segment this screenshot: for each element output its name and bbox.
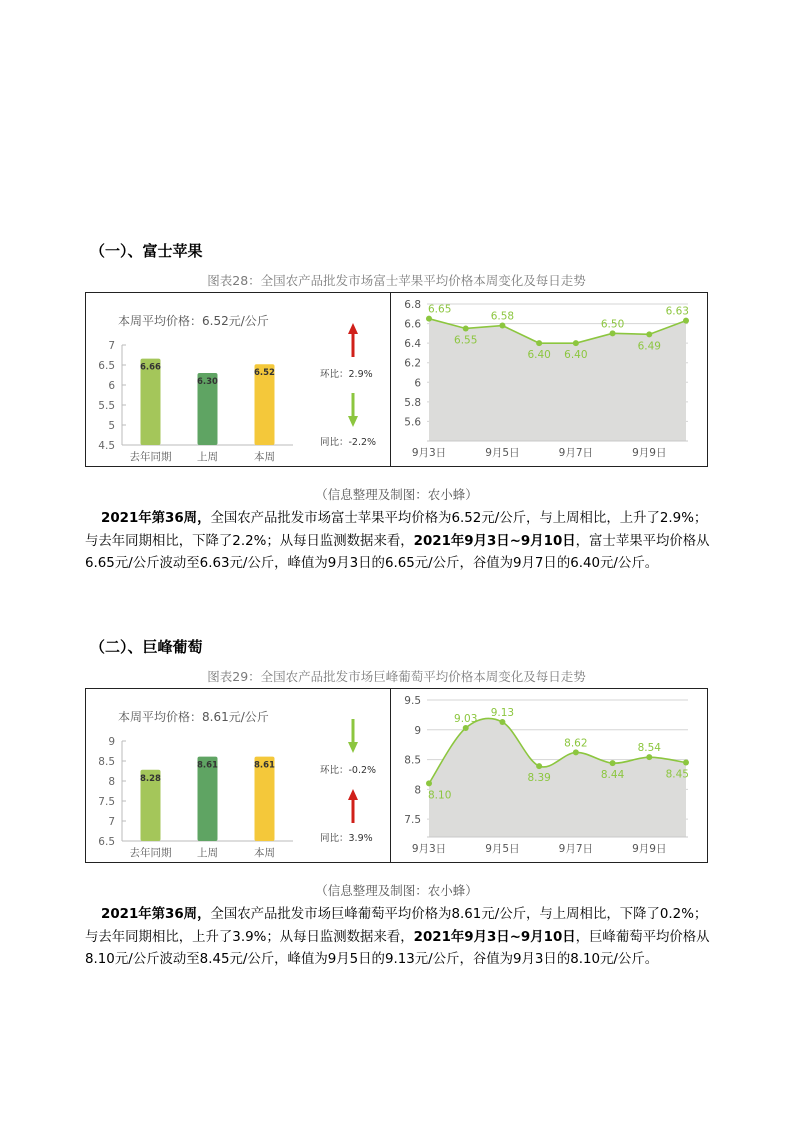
y-tick-label: 9 [108,736,115,748]
y-tick-label: 7 [108,340,115,352]
x-tick-label: 9月7日 [558,843,594,855]
data-label: 6.40 [527,349,551,362]
area-fill [429,718,686,837]
y-tick-label: 7.5 [404,814,421,827]
weekly-bar-chart [86,689,390,862]
data-point [536,340,542,346]
y-tick-label: 9 [414,724,421,737]
y-tick-label: 7 [108,816,115,828]
week-label: 2021年第36周， [101,511,211,526]
change-indicator-label: 同比：3.9% [320,833,373,844]
x-tick-label: 去年同期 [129,847,172,859]
bar-value-label: 8.28 [140,773,161,784]
y-tick-label: 5.5 [98,400,115,412]
y-tick-label: 6.5 [98,836,115,848]
y-tick-label: 6.6 [404,318,421,331]
y-tick-label: 6.2 [404,357,421,370]
arrow-up-icon [352,333,355,357]
data-point [499,719,505,725]
data-point [463,325,469,331]
y-tick-label: 5.8 [404,396,421,409]
arrow-up-icon [348,323,358,334]
data-label: 9.13 [490,707,515,720]
daily-trend-chart [391,293,708,466]
x-tick-label: 上周 [197,847,218,859]
chart-title: 本周平均价格：8.61元/公斤 [118,710,269,724]
data-point [499,323,505,329]
section-heading: （一）、富士苹果 [90,242,203,260]
data-point [610,330,616,336]
data-label: 8.44 [600,769,625,782]
x-tick-label: 9月7日 [558,447,594,459]
data-label: 8.39 [527,772,551,785]
data-point [646,331,652,337]
paragraph-text: 全国农产品批发市场巨峰葡萄平均价格为8.61元/公斤，与上周相比，下降了0.2%；与去年同期相比，上升了3.9%；从每日监测数据来看， [85,907,708,945]
section-heading: （二）、巨峰葡萄 [90,638,203,656]
data-point [463,725,469,731]
y-tick-label: 8 [414,784,421,797]
y-tick-label: 8 [108,776,115,788]
arrow-up-icon [352,799,355,823]
data-label: 9.03 [454,712,478,725]
arrow-down-icon [348,742,358,753]
paragraph-text: ，巨峰葡萄平均价格从8.10元/公斤波动至8.45元/公斤，峰值为9月5日的9.13元/公斤，谷值为9月3日的8.10元/公斤。 [85,929,710,967]
data-point [610,760,616,766]
change-indicator-label: 环比：-0.2% [320,765,377,776]
x-tick-label: 去年同期 [129,451,172,463]
data-label: 6.58 [490,310,515,323]
chart-panel-grape [85,688,708,863]
y-tick-label: 7.5 [98,796,115,808]
data-point [646,754,652,760]
y-tick-label: 6.8 [404,299,421,311]
data-label: 6.55 [454,334,478,347]
x-tick-label: 9月9日 [632,843,667,855]
data-point [426,316,432,322]
bar-value-label: 6.66 [140,362,161,373]
y-tick-label: 5 [108,420,115,432]
x-tick-label: 9月5日 [485,843,520,855]
y-tick-label: 8.5 [404,754,421,767]
x-tick-label: 9月3日 [411,843,447,855]
arrow-down-icon [348,416,358,427]
bar-value-label: 6.52 [254,368,275,379]
data-point [573,340,579,346]
data-point [683,318,689,324]
paragraph-text: 全国农产品批发市场富士苹果平均价格为6.52元/公斤，与上周相比，上升了2.9%；与去年同期相比，下降了2.2%；从每日监测数据来看， [85,511,708,549]
x-tick-label: 9月9日 [632,447,667,459]
x-tick-label: 上周 [197,451,218,463]
daily-trend-chart [391,689,708,862]
arrow-down-icon [352,719,355,743]
date-range: 2021年9月3日~9月10日 [413,929,576,945]
paragraph-text: ，富士苹果平均价格从6.65元/公斤波动至6.63元/公斤，峰值为9月3日的6.65元/公斤，谷值为9月7日的6.40元/公斤。 [85,533,710,571]
arrow-up-icon [348,789,358,800]
figure-source: （信息整理及制图：农小蜂） [315,487,478,502]
analysis-paragraph [85,508,710,576]
x-tick-label: 本周 [254,847,275,859]
y-tick-label: 4.5 [98,440,115,452]
chart-title: 本周平均价格：6.52元/公斤 [118,314,269,328]
x-tick-label: 9月3日 [411,447,447,459]
data-point [426,780,432,786]
figure-caption: 图表28：全国农产品批发市场富士苹果平均价格本周变化及每日走势 [207,273,586,288]
data-point [683,760,689,766]
bar-value-label: 8.61 [254,760,275,771]
weekly-bar-chart [86,293,390,466]
x-tick-label: 9月5日 [485,447,520,459]
data-label: 6.40 [564,349,588,362]
bar-value-label: 6.30 [197,377,218,387]
y-tick-label: 5.6 [404,416,421,429]
y-tick-label: 6.5 [98,360,115,372]
change-indicator-label: 同比：-2.2% [320,437,377,448]
analysis-paragraph [85,904,710,972]
figure-caption: 图表29：全国农产品批发市场巨峰葡萄平均价格本周变化及每日走势 [207,669,586,684]
chart-panel-apple [85,292,708,467]
data-label: 8.10 [428,789,452,802]
y-tick-label: 6 [108,380,115,392]
data-label: 8.54 [637,742,661,755]
data-point [573,749,579,755]
y-tick-label: 6.4 [404,338,421,351]
date-range: 2021年9月3日~9月10日 [413,533,576,549]
y-tick-label: 9.5 [404,695,421,707]
data-label: 6.50 [600,318,625,331]
arrow-down-icon [352,393,355,417]
x-tick-label: 本周 [254,451,275,463]
data-label: 6.65 [428,303,452,316]
y-tick-label: 6 [414,377,421,390]
data-label: 6.49 [637,340,661,353]
change-indicator-label: 环比：2.9% [320,369,373,380]
data-label: 8.45 [665,768,689,781]
data-label: 8.62 [564,737,588,750]
data-point [536,763,542,769]
week-label: 2021年第36周， [101,907,211,922]
y-tick-label: 8.5 [98,756,115,768]
figure-source: （信息整理及制图：农小蜂） [315,883,478,898]
bar-value-label: 8.61 [197,760,218,771]
data-label: 6.63 [665,305,689,318]
